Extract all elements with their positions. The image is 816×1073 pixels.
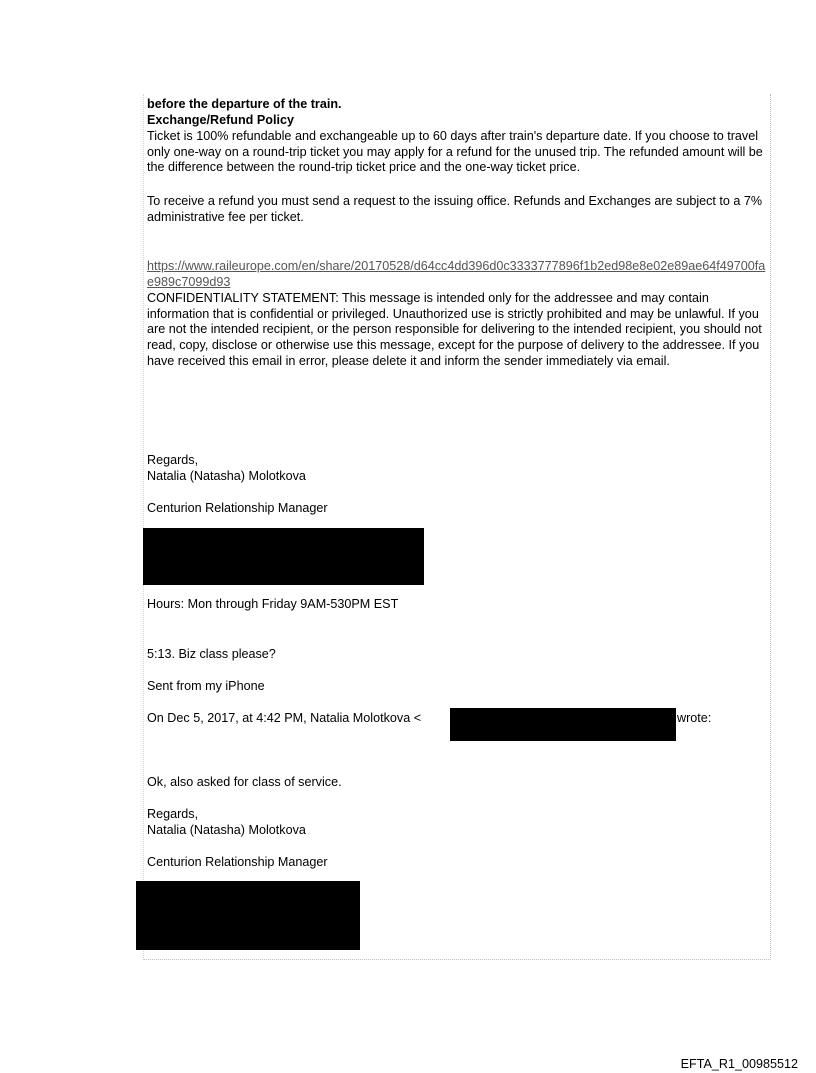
confidentiality-statement: CONFIDENTIALITY STATEMENT: This message is intended only for the addressee and may contain information that is confidential or privileged. Unauthorized use is strictly prohibited and may be unlawful. If you are not the intended recipient, or the person responsible for delivering to the intended recipient, you should not read, copy, disclose or otherwise use this message, except for the purpose of delivery to the addressee. If you have received this email in error, please delete it and inform the sender immediately via email.	[147, 291, 762, 368]
quoted-message: Ok, also asked for class of service.	[147, 775, 342, 789]
signature-1-closing: Regards,	[147, 453, 199, 467]
signature-2-title: Centurion Relationship Manager	[147, 855, 328, 869]
signature-2-name: Natalia (Natasha) Molotkova	[147, 823, 306, 837]
policy-heading: Exchange/Refund Policy	[147, 113, 294, 127]
quote-header-suffix: wrote:	[677, 711, 712, 725]
redaction-block	[136, 881, 360, 950]
signature-2-closing: Regards,	[147, 807, 199, 821]
policy-paragraph-2: To receive a refund you must send a request to the issuing office. Refunds and Exchanges are subject to a 7% administrative fee per ticket.	[147, 194, 763, 224]
quote-header	[147, 711, 421, 727]
redaction-block	[450, 708, 676, 741]
policy-paragraph-1: Ticket is 100% refundable and exchangeable up to 60 days after train's departure date. If you choose to travel only one-way on a round-trip ticket you may apply for a refund for the unused trip. The refunded amount will be the difference between the round-trip ticket price and the one-way ticket price.	[147, 129, 763, 175]
signature-1-title: Centurion Relationship Manager	[147, 501, 328, 515]
document-id: EFTA_R1_00985512	[680, 1057, 798, 1071]
reply-line: 5:13. Biz class please?	[147, 647, 276, 661]
quote-header-prefix: On Dec 5, 2017, at 4:42 PM, Natalia Molotkova <	[147, 711, 422, 725]
signature-1-name: Natalia (Natasha) Molotkova	[147, 469, 306, 483]
sent-from-line: Sent from my iPhone	[147, 679, 265, 693]
redaction-block	[143, 528, 424, 585]
raileurope-share-link[interactable]: https://www.raileurope.com/en/share/20170528/d64cc4dd396d0c3333777896f1b2ed98e8e02e89ae64f49700fae989c7099d93	[147, 259, 766, 289]
departure-note: before the departure of the train.	[147, 97, 342, 111]
office-hours: Hours: Mon through Friday 9AM-530PM EST	[147, 597, 399, 611]
